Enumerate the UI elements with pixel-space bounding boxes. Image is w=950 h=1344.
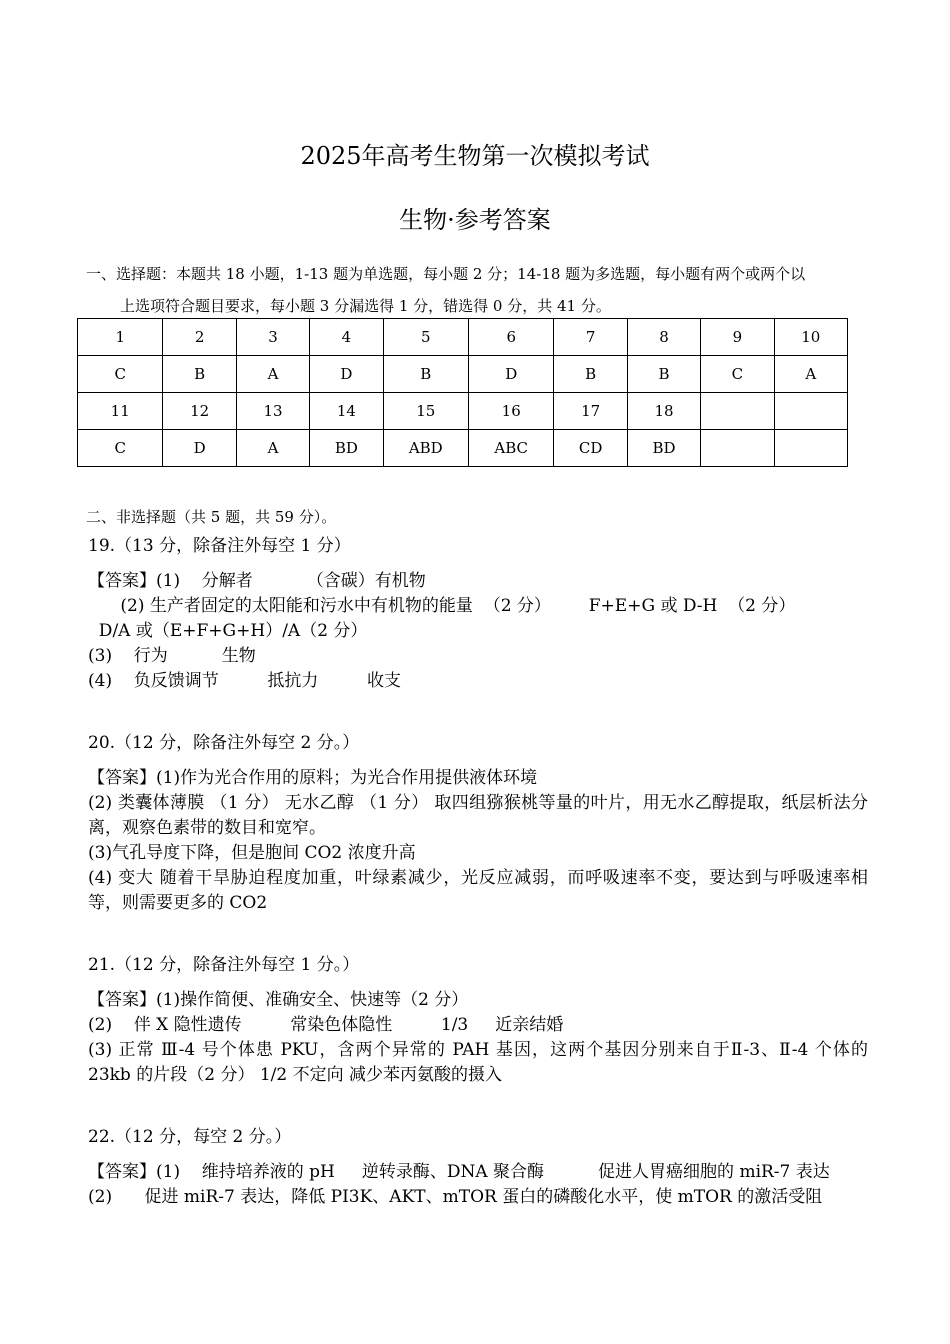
answer-table-cell: 1 (78, 319, 163, 356)
question-20 (88, 731, 868, 916)
answer-table (77, 318, 848, 467)
question-19 (88, 534, 868, 694)
q22-answer-line: 【答案】(1) 维持培养液的 pH 逆转录酶、DNA 聚合酶 促进人胃癌细胞的 miR-7 表达 (88, 1162, 830, 1182)
answer-table-cell: CD (554, 430, 627, 467)
answer-table-cell (701, 430, 774, 467)
answer-table-cell: C (78, 356, 163, 393)
answer-table-cell: 4 (310, 319, 383, 356)
question-21 (88, 953, 868, 1088)
q20-answer-line: (3)气孔导度下降，但是胞间 CO2 浓度升高 (88, 843, 416, 863)
answer-table-row (78, 356, 848, 393)
q21-answer-line: (2) 伴 X 隐性遗传 常染色体隐性 1/3 近亲结婚 (88, 1015, 564, 1035)
answer-table-cell: BD (310, 430, 383, 467)
answer-table-row (78, 393, 848, 430)
answer-table-cell: 8 (627, 319, 700, 356)
answer-table-cell: C (78, 430, 163, 467)
q19-answer-line: (2) 生产者固定的太阳能和污水中有机物的能量 （2 分） F+E+G 或 D-H （2 分） (88, 596, 796, 616)
answer-table-cell: A (236, 430, 309, 467)
answer-table-cell: B (554, 356, 627, 393)
answer-table-cell: ABD (383, 430, 468, 467)
q22-answer-line: (2) 促进 miR-7 表达，降低 PI3K、AKT、mTOR 蛋白的磷酸化水平，使 mTOR 的激活受阻 (88, 1187, 823, 1207)
answer-table-cell: 12 (163, 393, 236, 430)
q20-heading: 20.（12 分，除备注外每空 2 分。） (88, 733, 360, 753)
answer-table-cell: 17 (554, 393, 627, 430)
answer-table-cell (701, 393, 774, 430)
answer-table-cell: 3 (236, 319, 309, 356)
q19-heading: 19.（13 分，除备注外每空 1 分） (88, 536, 351, 556)
q20-answer-line: (2) 类囊体薄膜 （1 分） 无水乙醇 （1 分） 取四组猕猴桃等量的叶片，用无水乙醇提取，纸层析法分离，观察色素带的数目和宽窄。 (88, 793, 868, 838)
q20-answer-line: (4) 变大 随着干旱胁迫程度加重，叶绿素减少，光反应减弱，而呼吸速率不变，要达到与呼吸速率相等，则需要更多的 CO2 (88, 868, 868, 913)
q21-answer-line: (3) 正常 Ⅲ-4 号个体患 PKU，含两个异常的 PAH 基因，这两个基因分别来自于Ⅱ-3、Ⅱ-4 个体的 23kb 的片段（2 分） 1/2 不定向 减少苯丙氨酸的摄入 (88, 1040, 868, 1085)
answer-table-cell: 2 (163, 319, 236, 356)
answer-table-cell (774, 430, 847, 467)
answer-table-cell: 13 (236, 393, 309, 430)
q19-answer-line: D/A 或（E+F+G+H）/A（2 分） (88, 621, 368, 641)
question-22 (88, 1125, 868, 1210)
instructions-line-1: 一、选择题：本题共 18 小题，1-13 题为单选题，每小题 2 分；14-18 题为多选题，每小题有两个或两个以 (86, 265, 806, 283)
section2-heading: 二、非选择题（共 5 题，共 59 分）。 (86, 508, 337, 526)
answer-subtitle: 生物·参考答案 (399, 206, 551, 234)
q19-answer-line: 【答案】(1) 分解者 （含碳）有机物 (88, 571, 426, 591)
answer-table-cell: 11 (78, 393, 163, 430)
q22-heading: 22.（12 分，每空 2 分。） (88, 1127, 292, 1147)
answer-table-cell: 6 (469, 319, 554, 356)
answer-table-cell: A (236, 356, 309, 393)
answer-table-cell: 18 (627, 393, 700, 430)
answer-table-cell: 14 (310, 393, 383, 430)
answer-table-row (78, 319, 848, 356)
answer-table-cell: A (774, 356, 847, 393)
exam-title: 2025年高考生物第一次模拟考试 (300, 142, 650, 170)
answer-table-cell (774, 393, 847, 430)
q21-answer-line: 【答案】(1)操作简便、准确安全、快速等（2 分） (88, 990, 469, 1010)
answer-table-cell: B (163, 356, 236, 393)
answer-table-cell: BD (627, 430, 700, 467)
q21-heading: 21.（12 分，除备注外每空 1 分。） (88, 955, 360, 975)
answer-table-cell: ABC (469, 430, 554, 467)
answer-table-cell: B (627, 356, 700, 393)
answer-table-cell: D (310, 356, 383, 393)
answer-table-cell: 7 (554, 319, 627, 356)
answer-table-cell: B (383, 356, 468, 393)
q20-answer-line: 【答案】(1)作为光合作用的原料；为光合作用提供液体环境 (88, 768, 538, 788)
instructions-line-2: 上选项符合题目要求，每小题 3 分漏选得 1 分，错选得 0 分，共 41 分。 (120, 297, 611, 315)
answer-table-cell: 16 (469, 393, 554, 430)
q19-answer-line: (3) 行为 生物 (88, 646, 256, 666)
answer-table-cell: 5 (383, 319, 468, 356)
q19-answer-line: (4) 负反馈调节 抵抗力 收支 (88, 671, 401, 691)
answer-table-cell: D (469, 356, 554, 393)
answer-table-cell: 9 (701, 319, 774, 356)
answer-table-cell: 15 (383, 393, 468, 430)
answer-table-row (78, 430, 848, 467)
answer-table-cell: C (701, 356, 774, 393)
answer-table-cell: D (163, 430, 236, 467)
answer-table-cell: 10 (774, 319, 847, 356)
multiple-choice-instructions (86, 258, 876, 322)
